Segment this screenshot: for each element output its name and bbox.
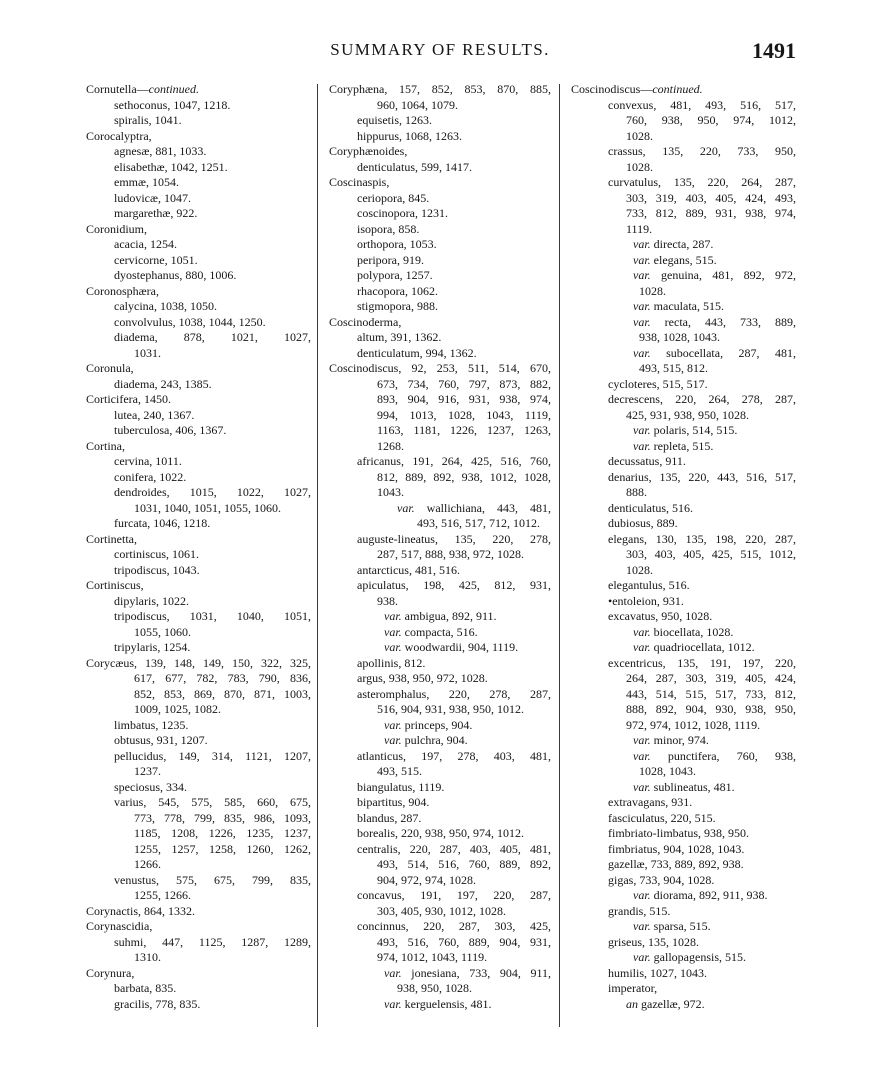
index-entry: var. diorama, 892, 911, 938. (633, 888, 768, 902)
index-entry: orthopora, 1053. (357, 237, 437, 251)
index-entry: peripora, 919. (357, 252, 424, 267)
index-heading: Cortiniscus, (86, 578, 144, 592)
index-entry: biangulatus, 1119. (357, 779, 445, 794)
index-entry: margarethæ, 922. (114, 206, 198, 220)
index-entry: 1255, 1257, 1258, 1260, 1262, (134, 841, 311, 856)
index-entry: grandis, 515. (608, 903, 671, 918)
index-entry: borealis, 220, 938, 950, 974, 1012. (357, 826, 524, 840)
index-entry: dyostephanus, 880, 1006. (114, 268, 237, 282)
index-entry: blandus, 287. (357, 810, 422, 825)
index-entry: elegantulus, 516. (608, 578, 690, 592)
index-entry: suhmi, 447, 1125, 1287, 1289, (114, 934, 311, 949)
index-entry: 938. (377, 593, 398, 608)
index-entry: var. punctifera, 760, 938, (633, 748, 796, 763)
index-heading: Cornutella—continued. (86, 82, 199, 96)
index-entry: dubiosus, 889. (608, 516, 678, 530)
index-entry: denticulatus, 599, 1417. (357, 159, 472, 174)
index-entry: 1310. (134, 950, 161, 964)
index-entry: 303, 319, 403, 405, 424, 493, (626, 190, 796, 205)
index-entry: 994, 1013, 1028, 1043, 1119, (377, 407, 551, 422)
index-entry: cycloteres, 515, 517. (608, 376, 708, 391)
index-entry: denarius, 135, 220, 443, 516, 517, (608, 469, 796, 484)
index-entry: •entoleion, 931. (608, 593, 684, 608)
index-entry: 1028, 1043. (639, 764, 696, 778)
index-entry: 516, 904, 931, 938, 950, 1012. (377, 702, 524, 716)
index-entry: 888. (626, 485, 647, 499)
index-entry: var. sparsa, 515. (633, 919, 711, 933)
index-entry: ceriopora, 845. (357, 190, 430, 205)
index-entry: limbatus, 1235. (114, 717, 189, 732)
index-entry: var. minor, 974. (633, 733, 709, 747)
index-entry: dendroides, 1015, 1022, 1027, (114, 485, 311, 499)
index-entry: sethoconus, 1047, 1218. (114, 97, 231, 112)
index-entry: gazellæ, 733, 889, 892, 938. (608, 857, 744, 871)
index-entry: equisetis, 1263. (357, 113, 432, 127)
column-divider (559, 84, 560, 1027)
page-number: 1491 (752, 38, 796, 63)
index-entry: var. biocellata, 1028. (633, 624, 734, 639)
index-entry: apiculatus, 198, 425, 812, 931, (357, 578, 551, 592)
index-entry: 904, 972, 974, 1028. (377, 872, 476, 887)
index-heading: Coscinodiscus—continued. (571, 82, 703, 96)
index-entry: calycina, 1038, 1050. (114, 299, 217, 313)
index-entry: 443, 514, 515, 517, 733, 812, (626, 686, 796, 701)
index-entry: 773, 778, 799, 835, 986, 1093, (134, 810, 311, 825)
index-entry: stigmopora, 988. (357, 299, 438, 313)
index-entry: polypora, 1257. (357, 268, 433, 282)
index-entry: auguste-lineatus, 135, 220, 278, (357, 531, 551, 546)
index-entry: gracilis, 778, 835. (114, 996, 201, 1011)
index-entry: convexus, 481, 493, 516, 517, (608, 97, 796, 112)
index-entry: 1185, 1208, 1226, 1235, 1237, (134, 826, 311, 840)
index-entry: var. pulchra, 904. (384, 733, 468, 747)
index-entry: barbata, 835. (114, 981, 177, 995)
index-heading: Corocalyptra, (86, 128, 152, 143)
index-entry: 938, 950, 1028. (397, 981, 472, 995)
index-entry: var. wallichiana, 443, 481, (397, 500, 551, 515)
index-entry: extravagans, 931. (608, 795, 693, 809)
index-entry: 1043. (377, 485, 404, 499)
index-entry: 264, 287, 303, 319, 405, 424, (626, 671, 796, 685)
index-entry: 1031, 1040, 1051, 1055, 1060. (134, 500, 281, 515)
index-entry: humilis, 1027, 1043. (608, 965, 708, 980)
index-entry: 1268. (377, 438, 404, 453)
index-entry: 493, 515, 812. (639, 361, 708, 375)
index-entry: 1031. (134, 345, 161, 360)
index-entry: 812, 889, 892, 938, 1012, 1028, (377, 469, 551, 484)
index-column-2 (329, 82, 551, 1012)
index-entry: 493, 515. (377, 764, 422, 778)
index-entry: curvatulus, 135, 220, 264, 287, (608, 175, 796, 189)
index-entry: var. gallopagensis, 515. (633, 950, 746, 964)
index-entry: tripodiscus, 1043. (114, 562, 200, 577)
index-entry: 1255, 1266. (134, 888, 191, 902)
index-heading: Coronula, (86, 361, 134, 375)
index-entry: var. compacta, 516. (384, 624, 478, 639)
index-heading: Cortinetta, (86, 531, 137, 546)
index-entry: emmæ, 1054. (114, 175, 179, 189)
index-entry: 1028. (626, 562, 653, 577)
index-entry: furcata, 1046, 1218. (114, 516, 211, 530)
index-entry: convolvulus, 1038, 1044, 1250. (114, 314, 266, 329)
column-divider (317, 84, 318, 1027)
index-entry: var. genuina, 481, 892, 972, (633, 268, 796, 282)
index-entry: 1119. (626, 221, 653, 236)
index-entry: 1028. (626, 128, 653, 143)
index-heading: Coronosphæra, (86, 283, 159, 298)
index-entry: 974, 1012, 1043, 1119. (377, 950, 488, 964)
index-heading: Coryphænoides, (329, 144, 408, 158)
index-entry: 617, 677, 782, 783, 790, 836, (134, 671, 311, 685)
index-heading: Cortina, (86, 438, 125, 453)
index-heading: Corynactis, 864, 1332. (86, 903, 195, 918)
index-entry: var. maculata, 515. (633, 299, 724, 313)
index-entry: coscinopora, 1231. (357, 206, 448, 220)
index-entry: cervina, 1011. (114, 454, 182, 468)
index-entry: an gazellæ, 972. (626, 996, 705, 1011)
index-entry: spiralis, 1041. (114, 113, 182, 127)
index-entry: fimbriatus, 904, 1028, 1043. (608, 841, 745, 856)
index-entry: speciosus, 334. (114, 779, 187, 794)
index-entry: tuberculosa, 406, 1367. (114, 423, 227, 437)
index-entry: centralis, 220, 287, 403, 405, 481, (357, 841, 551, 856)
index-entry: asteromphalus, 220, 278, 287, (357, 686, 551, 701)
index-entry: lutea, 240, 1367. (114, 407, 195, 422)
index-entry: 960, 1064, 1079. (377, 97, 458, 112)
index-entry: 493, 514, 516, 760, 889, 892, (377, 857, 551, 871)
index-entry: 303, 405, 930, 1012, 1028. (377, 903, 506, 918)
index-entry: 1163, 1181, 1226, 1237, 1263, (377, 423, 551, 437)
index-entry: crassus, 135, 220, 733, 950, (608, 144, 796, 158)
index-heading: Coryphæna, 157, 852, 853, 870, 885, (329, 82, 551, 96)
index-entry: 1055, 1060. (134, 624, 191, 639)
index-entry: 1009, 1025, 1082. (134, 702, 221, 716)
index-entry: var. quadriocellata, 1012. (633, 640, 755, 654)
index-entry: 888, 892, 904, 930, 938, 950, (626, 702, 796, 716)
index-entry: decrescens, 220, 264, 278, 287, (608, 392, 796, 406)
page-header (0, 38, 880, 68)
index-heading: Coronidium, (86, 221, 148, 236)
index-entry: acacia, 1254. (114, 237, 177, 251)
index-entry: cervicorne, 1051. (114, 252, 198, 267)
index-entry: excentricus, 135, 191, 197, 220, (608, 655, 796, 670)
index-heading: Corynascidia, (86, 919, 153, 933)
index-entry: 1028. (626, 159, 653, 174)
running-title: SUMMARY OF RESULTS. (330, 40, 550, 59)
index-entry: 760, 938, 950, 974, 1012, (626, 113, 796, 127)
index-entry: isopora, 858. (357, 221, 420, 236)
index-entry: elegans, 130, 135, 198, 220, 287, (608, 531, 796, 546)
index-entry: tripylaris, 1254. (114, 640, 191, 654)
index-entry: 972, 974, 1012, 1028, 1119. (626, 717, 761, 732)
index-entry: 303, 403, 405, 425, 515, 1012, (626, 547, 796, 561)
index-entry: bipartitus, 904. (357, 795, 430, 809)
index-entry: pellucidus, 149, 314, 1121, 1207, (114, 748, 311, 763)
index-entry: denticulatum, 994, 1362. (357, 345, 477, 360)
index-entry: agnesæ, 881, 1033. (114, 144, 207, 158)
index-entry: var. recta, 443, 733, 889, (633, 314, 796, 329)
index-entry: obtusus, 931, 1207. (114, 733, 208, 747)
index-column-1 (86, 82, 311, 1012)
index-entry: 938, 1028, 1043. (639, 330, 720, 344)
index-entry: 493, 516, 760, 889, 904, 931, (377, 934, 551, 949)
index-heading: Coscinaspis, (329, 175, 390, 189)
index-entry: varius, 545, 575, 585, 660, 675, (114, 795, 311, 809)
index-entry: var. kerguelensis, 481. (384, 996, 492, 1011)
index-entry: fimbriato-limbatus, 938, 950. (608, 826, 749, 840)
index-entry: gigas, 733, 904, 1028. (608, 872, 715, 887)
index-entry: 673, 734, 760, 797, 873, 882, (377, 376, 551, 391)
index-entry: var. princeps, 904. (384, 717, 473, 732)
index-entry: 852, 853, 869, 870, 871, 1003, (134, 686, 311, 701)
index-entry: 1237. (134, 764, 161, 778)
index-entry: africanus, 191, 264, 425, 516, 760, (357, 454, 551, 468)
index-heading: Corynura, (86, 965, 135, 980)
index-column-3 (571, 82, 796, 1012)
index-entry: var. ambigua, 892, 911. (384, 609, 497, 623)
index-entry: 1028. (639, 283, 666, 298)
index-entry: argus, 938, 950, 972, 1028. (357, 671, 488, 685)
index-entry: venustus, 575, 675, 799, 835, (114, 872, 311, 887)
index-entry: atlanticus, 197, 278, 403, 481, (357, 748, 551, 763)
index-entry: var. polaris, 514, 515. (633, 423, 738, 437)
index-entry: denticulatus, 516. (608, 500, 693, 515)
index-entry: var. directa, 287. (633, 237, 714, 251)
index-entry: var. elegans, 515. (633, 252, 717, 267)
index-heading: Corycæus, 139, 148, 149, 150, 322, 325, (86, 655, 311, 670)
index-entry: var. sublineatus, 481. (633, 779, 735, 794)
index-entry: var. jonesiana, 733, 904, 911, (384, 965, 551, 980)
index-entry: concinnus, 220, 287, 303, 425, (357, 919, 551, 933)
index-entry: 493, 516, 517, 712, 1012. (417, 516, 540, 530)
index-entry: concavus, 191, 197, 220, 287, (357, 888, 551, 902)
index-entry: excavatus, 950, 1028. (608, 609, 713, 623)
index-entry: 287, 517, 888, 938, 972, 1028. (377, 547, 524, 561)
index-entry: decussatus, 911. (608, 454, 686, 468)
index-entry: diadema, 878, 1021, 1027, (114, 330, 311, 344)
index-entry: rhacopora, 1062. (357, 283, 438, 298)
index-heading: Coscinodiscus, 92, 253, 511, 514, 670, (329, 361, 551, 375)
index-entry: diadema, 243, 1385. (114, 376, 212, 391)
index-entry: dipylaris, 1022. (114, 593, 189, 608)
index-entry: 893, 904, 916, 931, 938, 974, (377, 392, 551, 406)
index-entry: ludovicæ, 1047. (114, 190, 191, 205)
index-entry: imperator, (608, 981, 658, 995)
index-entry: 733, 812, 889, 931, 938, 974, (626, 206, 796, 220)
index-entry: 1266. (134, 857, 161, 871)
index-entry: conifera, 1022. (114, 469, 187, 484)
index-entry: var. woodwardii, 904, 1119. (384, 640, 519, 654)
index-entry: var. subocellata, 287, 481, (633, 345, 796, 360)
index-entry: hippurus, 1068, 1263. (357, 128, 462, 143)
index-entry: antarcticus, 481, 516. (357, 562, 460, 577)
index-entry: var. repleta, 515. (633, 438, 714, 453)
index-entry: 425, 931, 938, 950, 1028. (626, 407, 749, 422)
index-heading: Corticifera, 1450. (86, 392, 171, 406)
index-entry: griseus, 135, 1028. (608, 934, 699, 949)
index-entry: altum, 391, 1362. (357, 330, 442, 344)
index-entry: apollinis, 812. (357, 655, 426, 670)
index-entry: elisabethæ, 1042, 1251. (114, 159, 228, 174)
index-heading: Coscinoderma, (329, 314, 402, 329)
index-entry: tripodiscus, 1031, 1040, 1051, (114, 609, 311, 623)
index-entry: fasciculatus, 220, 515. (608, 810, 716, 825)
index-entry: cortiniscus, 1061. (114, 547, 199, 561)
